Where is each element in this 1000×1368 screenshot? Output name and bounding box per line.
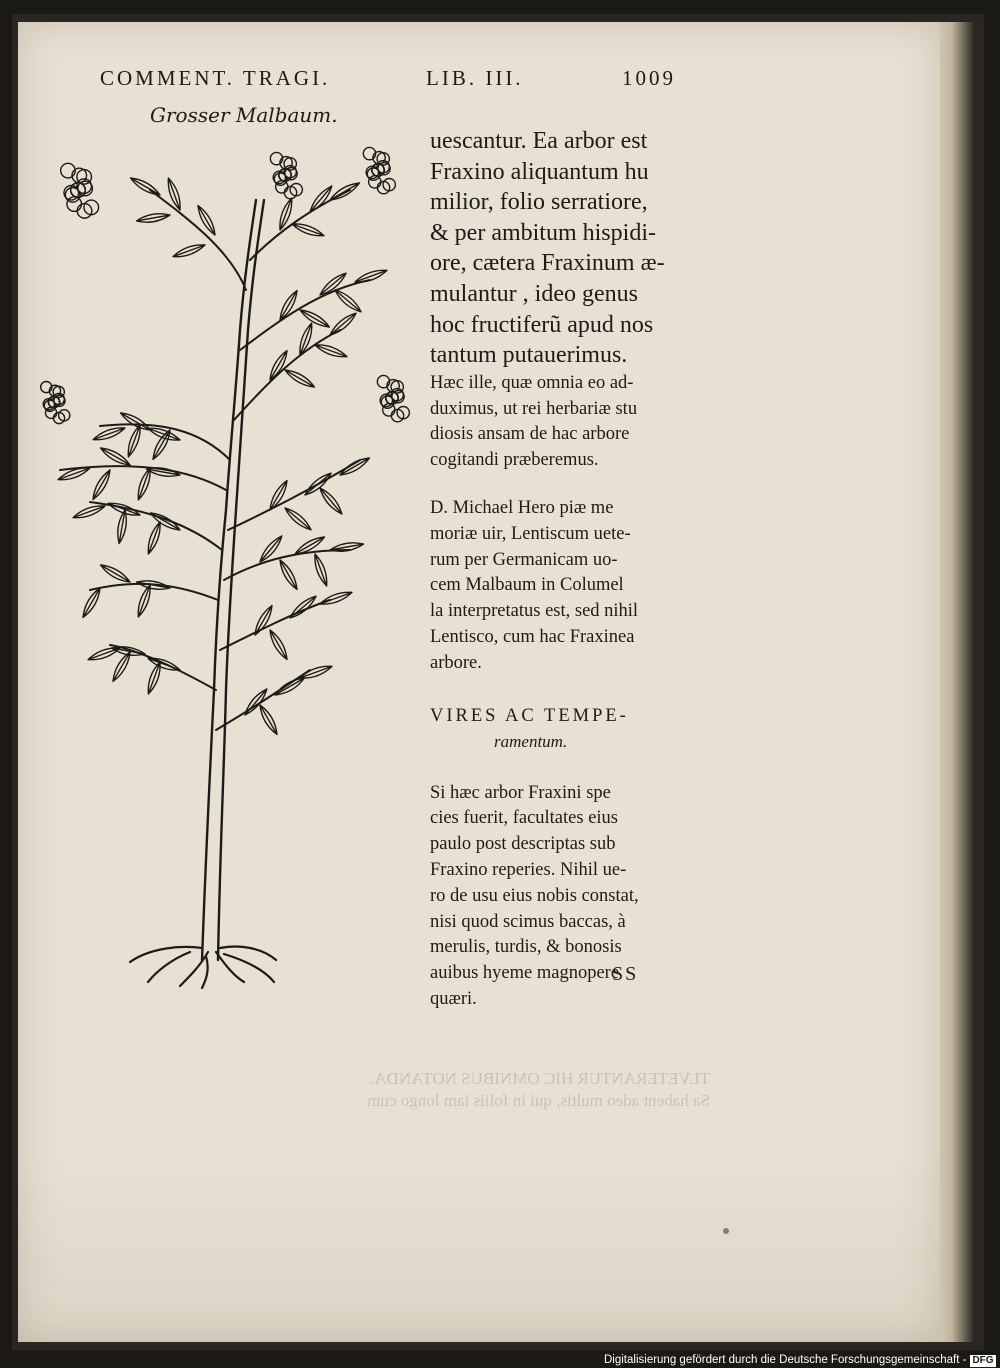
header-center: LIB. III. <box>426 66 524 90</box>
paragraph-2-line: duximus, ut rei herbariæ stu <box>430 398 638 419</box>
figure-title: Grosser Malbaum. <box>150 103 338 127</box>
section-heading: VIRES AC TEMPE- <box>430 705 629 726</box>
page-number: 1009 <box>622 66 676 90</box>
paragraph-3-line: la interpretatus est, sed nihil <box>430 601 639 622</box>
paragraph-1-line: ore, cætera Fraxinum æ- <box>430 250 665 277</box>
paragraph-4-line: quæri. <box>430 988 477 1009</box>
paragraph-3-line: arbore. <box>430 652 482 673</box>
paragraph-4-line: Si hæc arbor Fraxini spe <box>430 782 611 803</box>
paper-speck <box>723 1228 729 1234</box>
tree-woodcut-illustration <box>30 130 430 990</box>
paragraph-3-line: cem Malbaum in Columel <box>430 575 624 596</box>
catchword: SS <box>612 963 639 985</box>
header-left: COMMENT. TRAGI. <box>100 66 331 90</box>
paragraph-4-line: auibus hyeme magnopere <box>430 963 620 984</box>
text-column <box>430 126 692 1013</box>
paragraph-4 <box>430 781 692 1013</box>
paragraph-4-line: cies fuerit, facultates eius <box>430 808 618 829</box>
paragraph-3-line: Lentisco, cum hac Fraxinea <box>430 626 635 647</box>
paragraph-3-line: moriæ uir, Lentiscum uete- <box>430 523 631 544</box>
paragraph-1-line: Fraxino aliquantum hu <box>430 158 649 185</box>
credit-text: Digitalisierung gefördert durch die Deutsche Forschungsgemeinschaft - <box>604 1354 967 1366</box>
show-through-text: TLVETERANTUR HIC OMNIBUS NOTANDA. Sa habent adeo multis, qui in foliis iam longo cum <box>367 1069 710 1110</box>
running-header <box>100 66 676 96</box>
paragraph-4-line: nisi quod scimus baccas, à <box>430 911 626 932</box>
paragraph-4-line: ro de usu eius nobis constat, <box>430 885 639 906</box>
paragraph-1-line: uescantur. Ea arbor est <box>430 128 648 154</box>
paragraph-1-line: mulantur , ideo genus <box>430 280 638 307</box>
paragraph-1 <box>430 126 692 371</box>
paragraph-4-line: paulo post descriptas sub <box>430 834 616 855</box>
page-shading <box>18 1150 940 1342</box>
paragraph-2 <box>430 371 692 474</box>
paragraph-2-line: cogitandi præberemus. <box>430 450 599 471</box>
paragraph-4-line: Fraxino reperies. Nihil ue- <box>430 859 627 880</box>
paragraph-3-line: rum per Germanicam uo- <box>430 549 618 570</box>
paragraph-2-line: Hæc ille, quæ omnia eo ad- <box>430 372 634 393</box>
paragraph-2-line: diosis ansam de hac arbore <box>430 424 630 445</box>
page-edge <box>940 22 980 1342</box>
paragraph-1-line: hoc fructiferũ apud nos <box>430 311 654 338</box>
digitization-credit <box>604 1352 996 1368</box>
paragraph-1-line: & per ambitum hispidi- <box>430 219 656 246</box>
paragraph-4-line: merulis, turdis, & bonosis <box>430 937 622 958</box>
paragraph-3-line: D. Michael Hero piæ me <box>430 497 614 518</box>
paragraph-3 <box>430 496 692 677</box>
dfg-logo: DFG <box>972 1355 994 1366</box>
paragraph-1-line: milior, folio serratiore, <box>430 189 648 216</box>
paragraph-1-line: tantum putauerimus. <box>430 342 628 369</box>
section-heading-continued: ramentum. <box>494 731 568 751</box>
